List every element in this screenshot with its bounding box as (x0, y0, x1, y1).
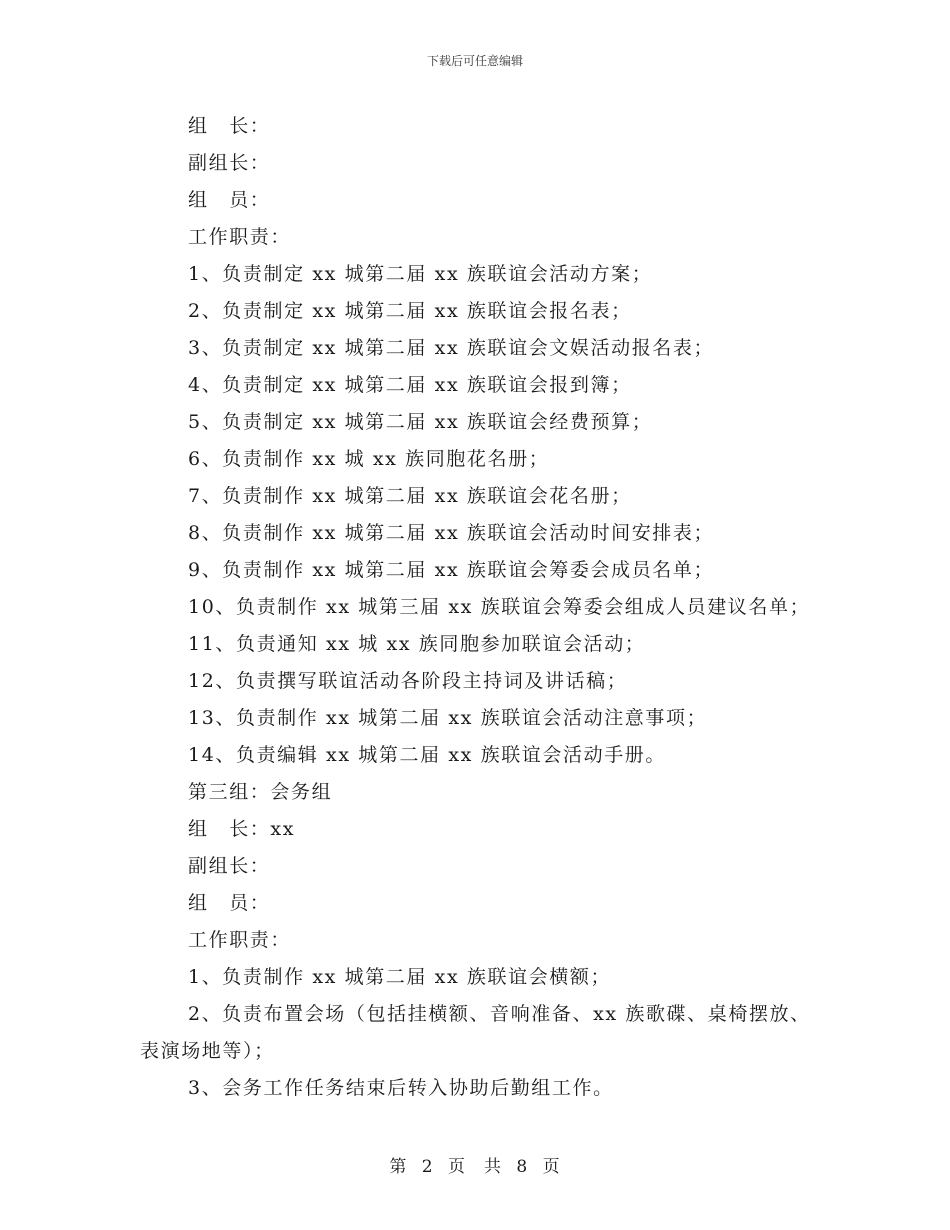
footer-suffix: 页 (542, 1157, 561, 1177)
duty-item-10: 10、负责制作 xx 城第三届 xx 族联谊会筹委会组成人员建议名单； (188, 596, 811, 618)
group-3-duty-item-2-line-1: 2、负责布置会场（包括挂横额、音响准备、xx 族歌碟、桌椅摆放、 (188, 1003, 811, 1025)
duty-item-8: 8、负责制作 xx 城第二届 xx 族联谊会活动时间安排表； (188, 522, 715, 544)
footer-prefix: 第 (389, 1157, 408, 1177)
duty-item-3: 3、负责制定 xx 城第二届 xx 族联谊会文娱活动报名表； (188, 337, 715, 359)
group-3-duty-item-3: 3、会务工作任务结束后转入协助后勤组工作。 (188, 1077, 614, 1099)
duty-item-5: 5、负责制定 xx 城第二届 xx 族联谊会经费预算； (188, 411, 653, 433)
group-3-duty-item-1: 1、负责制作 xx 城第二届 xx 族联谊会横额； (188, 966, 612, 988)
page-footer (0, 1152, 950, 1177)
duty-item-11: 11、负责通知 xx 城 xx 族同胞参加联谊会活动； (188, 633, 646, 655)
line-deputy-leader: 副组长： (188, 152, 271, 174)
duty-item-13: 13、负责制作 xx 城第二届 xx 族联谊会活动注意事项； (188, 707, 708, 729)
line-members-group-3: 组 员： (188, 892, 271, 914)
group-3-duty-item-2-line-2: 表演场地等）； (140, 1040, 275, 1062)
document-body (0, 108, 950, 1107)
duty-item-14: 14、负责编辑 xx 城第二届 xx 族联谊会活动手册。 (188, 744, 666, 766)
section-heading-group-3: 第三组：会务组 (188, 781, 333, 803)
footer-middle: 页 共 (448, 1157, 502, 1177)
duty-item-9: 9、负责制作 xx 城第二届 xx 族联谊会筹委会成员名单； (188, 559, 715, 581)
line-members: 组 员： (188, 189, 271, 211)
duty-item-7: 7、负责制作 xx 城第二届 xx 族联谊会花名册； (188, 485, 632, 507)
line-leader-group-3: 组 长：xx (188, 818, 296, 840)
line-deputy-leader-group-3: 副组长： (188, 855, 271, 877)
line-leader: 组 长： (188, 115, 271, 137)
footer-total-pages: 8 (516, 1157, 529, 1177)
line-duties-heading: 工作职责： (188, 226, 292, 248)
line-duties-heading-group-3: 工作职责： (188, 929, 292, 951)
footer-current-page: 2 (421, 1157, 434, 1177)
duty-item-4: 4、负责制定 xx 城第二届 xx 族联谊会报到簿； (188, 374, 632, 396)
duty-item-6: 6、负责制作 xx 城 xx 族同胞花名册； (188, 448, 550, 470)
page-header: 下载后可任意编辑 (426, 54, 523, 68)
duty-item-2: 2、负责制定 xx 城第二届 xx 族联谊会报名表； (188, 300, 632, 322)
duty-item-1: 1、负责制定 xx 城第二届 xx 族联谊会活动方案； (188, 263, 653, 285)
duty-item-12: 12、负责撰写联谊活动各阶段主持词及讲话稿； (188, 670, 628, 692)
